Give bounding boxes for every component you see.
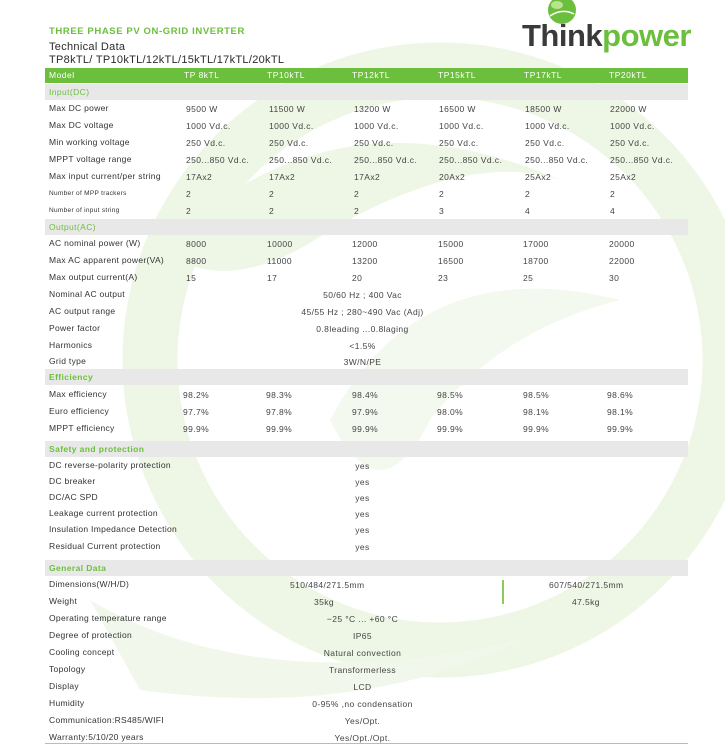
row-label: Dimensions(W/H/D) — [49, 579, 130, 589]
section-title: Input(DC) — [49, 87, 90, 97]
cell: 98.0% — [437, 407, 464, 417]
cell: 1000 Vd.c. — [354, 121, 399, 131]
cell: 98.2% — [183, 390, 210, 400]
table-row — [45, 695, 688, 712]
cell: 99.9% — [352, 424, 379, 434]
row-label: Humidity — [49, 698, 85, 708]
brand-logo: Thinkpower — [522, 18, 691, 53]
cell: yes — [355, 477, 370, 487]
cell: 47.5kg — [572, 597, 600, 607]
cell: Transformerless — [328, 665, 397, 675]
col-header: TP12kTL — [352, 70, 390, 80]
cell: yes — [355, 461, 370, 471]
table-row — [45, 610, 688, 627]
cell: 250 Vd.c. — [525, 138, 565, 148]
cell: 17000 — [523, 239, 549, 249]
cell: 98.1% — [523, 407, 550, 417]
table-row — [45, 303, 688, 320]
row-label: MPPT voltage range — [49, 154, 132, 164]
row-label: Max efficiency — [49, 389, 107, 399]
cell: 18500 W — [525, 104, 562, 114]
cell: 8000 — [186, 239, 207, 249]
row-label: Communication:RS485/WIFI — [49, 715, 164, 725]
document-subtitle: Technical Data — [49, 41, 126, 53]
cell: 250...850 Vd.c. — [186, 155, 250, 165]
cell: 99.9% — [183, 424, 210, 434]
cell: 99.9% — [437, 424, 464, 434]
cell: 13200 — [352, 256, 378, 266]
section-title: Safety and protection — [49, 444, 145, 454]
cell: 250 Vd.c. — [186, 138, 226, 148]
cell: 13200 W — [354, 104, 391, 114]
cell: 9500 W — [186, 104, 218, 114]
cell: <1.5% — [349, 341, 376, 351]
table-row — [45, 168, 688, 185]
cell: yes — [355, 525, 370, 535]
table-row — [45, 627, 688, 644]
row-label: Residual Current protection — [49, 541, 161, 551]
table-row — [45, 678, 688, 695]
cell: 22000 — [609, 256, 635, 266]
cell: 25Ax2 — [610, 172, 637, 182]
row-label: Max AC apparent power(VA) — [49, 255, 165, 265]
cell: 1000 Vd.c. — [439, 121, 484, 131]
cell: 0-95% ,no condensation — [312, 699, 413, 709]
cell: 50/60 Hz ; 400 Vac — [323, 290, 402, 300]
cell: 20000 — [609, 239, 635, 249]
table-row — [45, 353, 688, 370]
table-header — [45, 68, 688, 83]
row-label: Max output current(A) — [49, 272, 138, 282]
section-general — [45, 560, 688, 576]
cell: 22000 W — [610, 104, 647, 114]
row-label: Warranty:5/10/20 years — [49, 732, 144, 742]
column-divider — [502, 580, 504, 604]
row-label: DC reverse-polarity protection — [49, 460, 171, 470]
table-row — [45, 269, 688, 286]
row-label: Harmonics — [49, 340, 93, 350]
model-list: TP8kTL/ TP10kTL/12kTL/15kTL/17kTL/20kTL — [49, 54, 285, 66]
cell: Yes/Opt. — [344, 716, 381, 726]
cell: 20Ax2 — [439, 172, 466, 182]
cell: 2 — [525, 189, 531, 199]
row-label: Min working voltage — [49, 137, 130, 147]
cell: 23 — [438, 273, 449, 283]
table-row — [45, 403, 688, 420]
cell: 97.9% — [352, 407, 379, 417]
cell: 1000 Vd.c. — [186, 121, 231, 131]
row-label: Operating temperature range — [49, 613, 167, 623]
cell: yes — [355, 542, 370, 552]
row-label: Leakage current protection — [49, 508, 158, 518]
row-label: Cooling concept — [49, 647, 115, 657]
cell: 1000 Vd.c. — [269, 121, 314, 131]
cell: 15000 — [438, 239, 464, 249]
cell: 35kg — [314, 597, 335, 607]
cell: 250 Vd.c. — [610, 138, 650, 148]
cell: 250...850 Vd.c. — [525, 155, 589, 165]
cell: 2 — [354, 206, 360, 216]
cell: 4 — [610, 206, 616, 216]
table-row — [45, 457, 688, 474]
table-row — [45, 320, 688, 337]
cell: 250 Vd.c. — [269, 138, 309, 148]
col-header: TP10kTL — [267, 70, 305, 80]
cell: 2 — [186, 189, 192, 199]
table-row — [45, 202, 688, 219]
cell: 17Ax2 — [186, 172, 213, 182]
cell: 3 — [439, 206, 445, 216]
cell: 250 Vd.c. — [354, 138, 394, 148]
cell: 20 — [352, 273, 363, 283]
cell: 99.9% — [266, 424, 293, 434]
table-row — [45, 337, 688, 354]
cell: 1000 Vd.c. — [525, 121, 570, 131]
table-row — [45, 644, 688, 661]
cell: 16500 — [438, 256, 464, 266]
table-row — [45, 538, 688, 555]
cell: 2 — [439, 189, 445, 199]
cell: IP65 — [352, 631, 373, 641]
cell: 98.4% — [352, 390, 379, 400]
table-row — [45, 117, 688, 134]
cell: 2 — [354, 189, 360, 199]
cell: 25Ax2 — [525, 172, 552, 182]
row-label: Max input current/per string — [49, 171, 161, 181]
cell: 2 — [269, 206, 275, 216]
col-header: TP17kTL — [524, 70, 562, 80]
cell: 250...850 Vd.c. — [610, 155, 674, 165]
table-row — [45, 661, 688, 678]
cell: 4 — [525, 206, 531, 216]
cell: 1000 Vd.c. — [610, 121, 655, 131]
cell: 250 Vd.c. — [439, 138, 479, 148]
cell: 99.9% — [523, 424, 550, 434]
col-header: TP 8kTL — [184, 70, 220, 80]
section-title: Efficiency — [49, 372, 94, 382]
table-row — [45, 576, 688, 593]
cell: yes — [355, 509, 370, 519]
section-safety — [45, 441, 688, 457]
row-label: MPPT efficiency — [49, 423, 115, 433]
model-header: Model — [49, 70, 75, 80]
table-row — [45, 712, 688, 729]
cell: 45/55 Hz ; 280~490 Vac (Adj) — [301, 307, 424, 317]
cell: 8800 — [186, 256, 207, 266]
table-row — [45, 420, 688, 437]
row-label: Number of MPP trackers — [49, 190, 127, 197]
table-row — [45, 473, 688, 490]
cell: 11000 — [267, 256, 293, 266]
cell: 18700 — [523, 256, 549, 266]
row-label: Grid type — [49, 356, 87, 366]
cell: 3W/N/PE — [343, 357, 382, 367]
table-row — [45, 593, 688, 610]
row-label: Euro efficiency — [49, 406, 110, 416]
row-label: Max DC power — [49, 103, 109, 113]
cell: 250...850 Vd.c. — [439, 155, 503, 165]
table-row — [45, 505, 688, 522]
table-row — [45, 286, 688, 303]
cell: 25 — [523, 273, 534, 283]
cell: 510/484/271.5mm — [290, 580, 365, 590]
table-row — [45, 521, 688, 538]
row-label: Insulation Impedance Detection — [49, 524, 178, 534]
row-label: Degree of protection — [49, 630, 133, 640]
cell: 16500 W — [439, 104, 476, 114]
cell: 10000 — [267, 239, 293, 249]
section-title: General Data — [49, 563, 107, 573]
row-label: Number of input string — [49, 207, 120, 214]
cell: 97.7% — [183, 407, 210, 417]
row-label: Power factor — [49, 323, 101, 333]
row-label: AC output range — [49, 306, 116, 316]
cell: 98.5% — [523, 390, 550, 400]
table-row — [45, 252, 688, 269]
col-header: TP20kTL — [609, 70, 647, 80]
row-label: DC/AC SPD — [49, 492, 98, 502]
row-label: AC nominal power (W) — [49, 238, 141, 248]
section-title: Output(AC) — [49, 222, 96, 232]
cell: 0.8leading ...0.8laging — [316, 324, 409, 334]
row-label: Weight — [49, 596, 78, 606]
cell: 2 — [186, 206, 192, 216]
cell: 30 — [609, 273, 620, 283]
row-label: Topology — [49, 664, 86, 674]
document-title: THREE PHASE PV ON-GRID INVERTER — [49, 26, 245, 37]
table-row — [45, 100, 688, 117]
cell: −25 °C ... +60 °C — [326, 614, 399, 624]
cell: 2 — [610, 189, 616, 199]
section-output — [45, 219, 688, 235]
cell: 12000 — [352, 239, 378, 249]
cell: 11500 W — [269, 104, 306, 114]
cell: 97.8% — [266, 407, 293, 417]
col-header: TP15kTL — [438, 70, 476, 80]
table-row — [45, 386, 688, 403]
row-label: Display — [49, 681, 79, 691]
section-input — [45, 84, 688, 100]
row-label: Nominal AC output — [49, 289, 125, 299]
cell: 98.3% — [266, 390, 293, 400]
table-row — [45, 134, 688, 151]
cell: 98.6% — [607, 390, 634, 400]
row-label: DC breaker — [49, 476, 96, 486]
cell: 607/540/271.5mm — [549, 580, 624, 590]
cell: 250...850 Vd.c. — [269, 155, 333, 165]
cell: 2 — [269, 189, 275, 199]
cell: 17Ax2 — [354, 172, 381, 182]
cell: yes — [355, 493, 370, 503]
bottom-divider — [45, 743, 688, 744]
cell: 98.5% — [437, 390, 464, 400]
cell: 17Ax2 — [269, 172, 296, 182]
table-row — [45, 235, 688, 252]
cell: 250...850 Vd.c. — [354, 155, 418, 165]
row-label: Max DC voltage — [49, 120, 114, 130]
table-row — [45, 151, 688, 168]
cell: 15 — [186, 273, 197, 283]
table-row — [45, 489, 688, 506]
cell: 17 — [267, 273, 278, 283]
cell: LCD — [353, 682, 372, 692]
cell: Natural convection — [323, 648, 402, 658]
table-row — [45, 185, 688, 202]
cell: 98.1% — [607, 407, 634, 417]
cell: 99.9% — [607, 424, 634, 434]
section-efficiency — [45, 369, 688, 385]
cell: Yes/Opt./Opt. — [334, 733, 391, 743]
